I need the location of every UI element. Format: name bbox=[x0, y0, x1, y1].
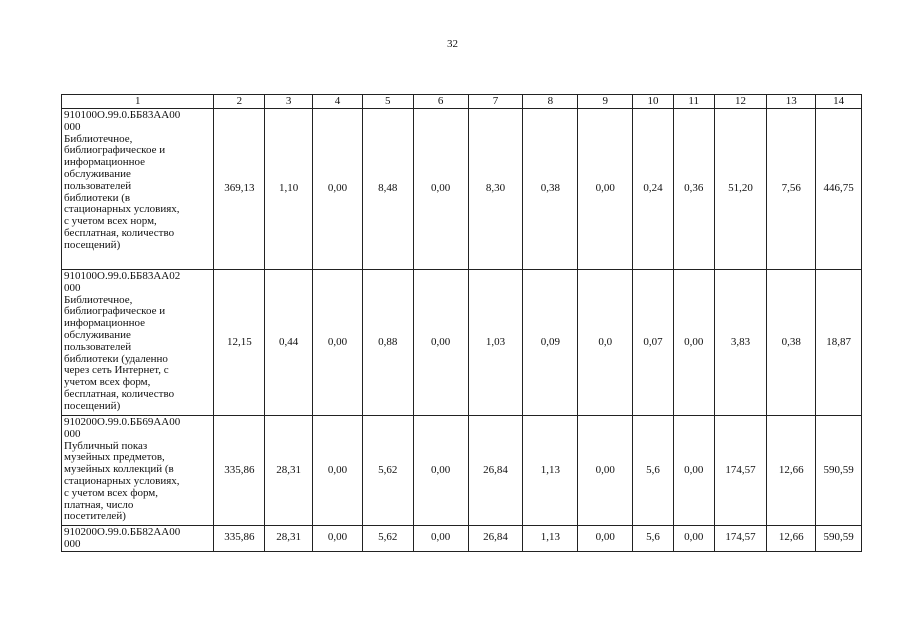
table-cell: 0,24 bbox=[633, 109, 674, 270]
column-header: 6 bbox=[413, 95, 468, 109]
column-header: 7 bbox=[468, 95, 523, 109]
table-cell: 12,66 bbox=[767, 416, 816, 526]
table-cell: 446,75 bbox=[816, 109, 862, 270]
table-cell: 26,84 bbox=[468, 526, 523, 552]
service-description: 910100О.99.0.ББ83АА02 000 Библиотечное, библиографическое и информационное обслуживание пользователей библиотеки (удаленно через сеть Интернет, с учетом всех форм, бесплатная, количество посещений) bbox=[62, 270, 214, 416]
column-header: 10 bbox=[633, 95, 674, 109]
table-cell: 26,84 bbox=[468, 416, 523, 526]
table-cell: 335,86 bbox=[214, 416, 265, 526]
table-cell: 0,88 bbox=[362, 270, 413, 416]
column-header: 4 bbox=[313, 95, 363, 109]
table-cell: 0,00 bbox=[413, 109, 468, 270]
table-cell: 5,6 bbox=[633, 526, 674, 552]
table-cell: 0,00 bbox=[313, 526, 363, 552]
table-cell: 5,62 bbox=[362, 416, 413, 526]
table-cell: 0,36 bbox=[673, 109, 714, 270]
table-cell: 174,57 bbox=[714, 526, 767, 552]
table-cell: 0,00 bbox=[413, 416, 468, 526]
column-header: 11 bbox=[673, 95, 714, 109]
column-header: 12 bbox=[714, 95, 767, 109]
service-description: 910100О.99.0.ББ83АА00 000 Библиотечное, библиографическое и информационное обслуживание пользователей библиотеки (в стационарных условиях, с учетом всех норм, бесплатная, количество посещений) bbox=[62, 109, 214, 270]
table-cell: 1,13 bbox=[523, 416, 578, 526]
table-cell: 28,31 bbox=[265, 526, 313, 552]
table-cell: 0,0 bbox=[578, 270, 633, 416]
table-row bbox=[62, 526, 862, 552]
table-cell: 174,57 bbox=[714, 416, 767, 526]
table-cell: 0,00 bbox=[673, 526, 714, 552]
table-cell: 0,00 bbox=[313, 416, 363, 526]
table-cell: 1,10 bbox=[265, 109, 313, 270]
table-cell: 18,87 bbox=[816, 270, 862, 416]
table-cell: 28,31 bbox=[265, 416, 313, 526]
table-cell: 335,86 bbox=[214, 526, 265, 552]
table-cell: 0,00 bbox=[313, 270, 363, 416]
table-row bbox=[62, 270, 862, 416]
table-cell: 0,00 bbox=[578, 109, 633, 270]
table-cell: 0,00 bbox=[578, 416, 633, 526]
table-cell: 0,00 bbox=[578, 526, 633, 552]
table-cell: 0,44 bbox=[265, 270, 313, 416]
table-header-row bbox=[62, 95, 862, 109]
column-header: 13 bbox=[767, 95, 816, 109]
table-cell: 0,07 bbox=[633, 270, 674, 416]
table-cell: 0,09 bbox=[523, 270, 578, 416]
column-header: 5 bbox=[362, 95, 413, 109]
column-header: 2 bbox=[214, 95, 265, 109]
table-cell: 3,83 bbox=[714, 270, 767, 416]
table-row bbox=[62, 109, 862, 270]
table-cell: 1,13 bbox=[523, 526, 578, 552]
column-header: 14 bbox=[816, 95, 862, 109]
column-header: 9 bbox=[578, 95, 633, 109]
table-cell: 7,56 bbox=[767, 109, 816, 270]
page-number: 32 bbox=[447, 38, 458, 50]
data-table bbox=[61, 94, 862, 552]
table-cell: 0,00 bbox=[673, 416, 714, 526]
table-cell: 8,48 bbox=[362, 109, 413, 270]
table-cell: 0,00 bbox=[413, 526, 468, 552]
table-cell: 0,00 bbox=[673, 270, 714, 416]
table-cell: 0,38 bbox=[523, 109, 578, 270]
table-cell: 0,00 bbox=[413, 270, 468, 416]
table-cell: 369,13 bbox=[214, 109, 265, 270]
table-cell: 590,59 bbox=[816, 416, 862, 526]
table-cell: 51,20 bbox=[714, 109, 767, 270]
table-cell: 5,6 bbox=[633, 416, 674, 526]
service-description: 910200О.99.0.ББ82АА00 000 bbox=[62, 526, 214, 552]
table-cell: 0,00 bbox=[313, 109, 363, 270]
table-cell: 1,03 bbox=[468, 270, 523, 416]
column-header: 8 bbox=[523, 95, 578, 109]
table-cell: 5,62 bbox=[362, 526, 413, 552]
column-header: 1 bbox=[62, 95, 214, 109]
table-cell: 0,38 bbox=[767, 270, 816, 416]
table-cell: 12,15 bbox=[214, 270, 265, 416]
table-cell: 8,30 bbox=[468, 109, 523, 270]
column-header: 3 bbox=[265, 95, 313, 109]
table-row bbox=[62, 416, 862, 526]
service-description: 910200О.99.0.ББ69АА00 000 Публичный показ музейных предметов, музейных коллекций (в стационарных условиях, с учетом всех форм, платная, число посетителей) bbox=[62, 416, 214, 526]
table-cell: 590,59 bbox=[816, 526, 862, 552]
table-cell: 12,66 bbox=[767, 526, 816, 552]
